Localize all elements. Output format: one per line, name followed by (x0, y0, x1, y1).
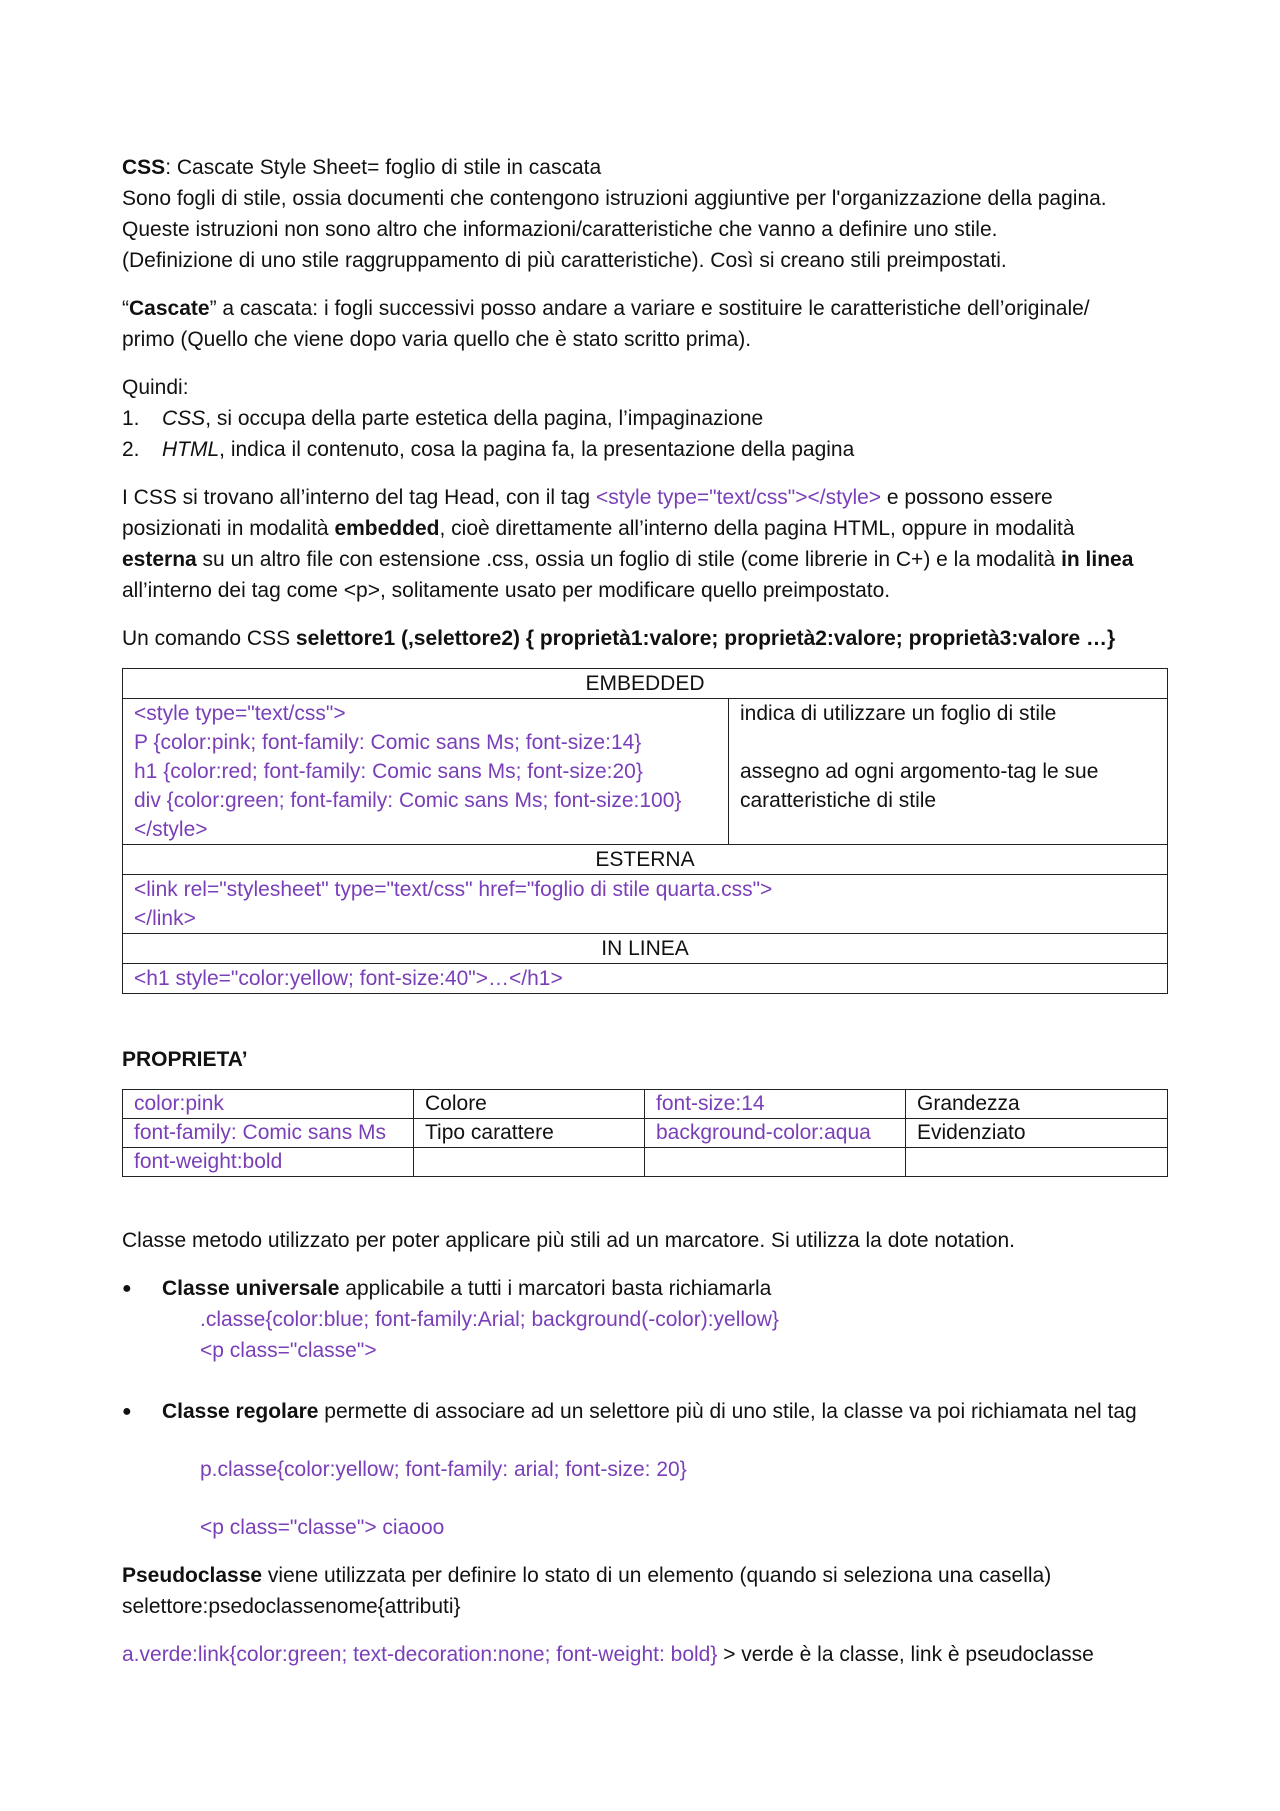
document-page (122, 152, 1168, 1670)
in-linea-code-cell: <h1 style="color:yellow; font-size:40">…</h1> (123, 964, 1168, 994)
code-line: h1 {color:red; font-family: Comic sans Ms; font-size:20} (134, 760, 643, 783)
list-item-text: , indica il contenuto, cosa la pagina fa, la presentazione della pagina (219, 438, 855, 461)
pseudo-note: > verde è la classe, link è pseudoclasse (717, 1643, 1094, 1666)
code-line: div {color:green; font-family: Comic sans Ms; font-size:100} (134, 789, 682, 812)
cascate-line-1 (122, 293, 1168, 324)
table-cell: Colore (414, 1090, 645, 1119)
list-item (122, 434, 1168, 465)
intro-line-2: Sono fogli di stile, ossia documenti che contengono istruzioni aggiuntive per l'organizzazione della pagina. (122, 187, 1107, 210)
bullet-regolare (122, 1396, 1168, 1543)
code-line: <link rel="stylesheet" type="text/css" href="foglio di stile quarta.css"> (134, 878, 773, 901)
table-row (123, 1090, 1168, 1119)
embedded-header: EMBEDDED (123, 669, 1168, 699)
intro-line-3: Queste istruzioni non sono altro che informazioni/caratteristiche che vanno a definire uno stile. (122, 218, 998, 241)
intro-line-1 (122, 152, 1168, 183)
in-linea-term: in linea (1061, 548, 1134, 571)
text: all’interno dei tag come <p>, solitamente usato per modificare quello preimpostato. (122, 579, 891, 602)
code-line: p.classe{color:yellow; font-family: arial; font-size: 20} (200, 1458, 687, 1481)
modes-table (122, 668, 1168, 994)
bullet-universale (122, 1273, 1168, 1366)
code-line: P {color:pink; font-family: Comic sans Ms; font-size:14} (134, 731, 642, 754)
proprieta-table (122, 1089, 1168, 1177)
classe-intro: Classe metodo utilizzato per poter applicare più stili ad un marcatore. Si utilizza la dote notation. (122, 1229, 1015, 1252)
regolare-term: Classe regolare (162, 1400, 319, 1423)
esterna-header: ESTERNA (123, 845, 1168, 875)
note-line: caratteristiche di stile (740, 789, 937, 812)
esterna-term: esterna (122, 548, 197, 571)
list-number: 1. (122, 407, 140, 430)
table-cell: Grandezza (906, 1090, 1168, 1119)
command-syntax: selettore1 (,selettore2) { proprietà1:valore; proprietà2:valore; proprietà3:valore …} (295, 627, 1116, 650)
code-line: </style> (134, 818, 208, 841)
text: I CSS si trovano all’interno del tag Head, con il tag (122, 486, 596, 509)
intro-line-4: (Definizione di uno stile raggruppamento di più caratteristiche). Così si creano stili preimpostati. (122, 249, 1007, 272)
command-line (122, 623, 1168, 654)
table-cell: font-size:14 (645, 1090, 906, 1119)
pseudo-example (122, 1639, 1168, 1670)
text: , cioè direttamente all’interno della pagina HTML, oppure in modalità (439, 517, 1075, 540)
open-quote: “ (122, 297, 129, 320)
code-line: <p class="classe"> (200, 1339, 377, 1362)
table-row (123, 1148, 1168, 1177)
list-item-text: , si occupa della parte estetica della pagina, l’impaginazione (205, 407, 764, 430)
note-line: indica di utilizzare un foglio di stile (740, 702, 1057, 725)
list-number: 2. (122, 438, 140, 461)
embedded-notes-cell (729, 699, 1168, 845)
code-line: <style type="text/css"> (134, 702, 346, 725)
bullet-icon: ● (122, 1280, 132, 1297)
list-item-term: CSS (162, 407, 206, 430)
proprieta-heading: PROPRIETA’ (122, 1048, 248, 1071)
text: viene utilizzata per definire lo stato di un elemento (quando si seleziona una casella) (262, 1564, 1052, 1587)
intro-definition: : Cascate Style Sheet= foglio di stile in cascata (165, 156, 602, 179)
code-line: .classe{color:blue; font-family:Arial; background(-color):yellow} (200, 1308, 779, 1331)
table-cell (645, 1148, 906, 1177)
css-term: CSS (122, 156, 166, 179)
bullet-icon: ● (122, 1403, 132, 1420)
table-cell (906, 1148, 1168, 1177)
esterna-code-cell (123, 875, 1168, 934)
proprieta-title (122, 1044, 1168, 1075)
pseudo-line-1 (122, 1560, 1168, 1591)
cascate-line-2: primo (Quello che viene dopo varia quello che è stato scritto prima). (122, 328, 752, 351)
cascate-term: Cascate (129, 297, 210, 320)
embedded-code-cell (123, 699, 729, 845)
pseudo-code: a.verde:link{color:green; text-decoration:none; font-weight: bold} (122, 1643, 718, 1666)
table-cell: color:pink (123, 1090, 414, 1119)
text: applicabile a tutti i marcatori basta richiamarla (339, 1277, 772, 1300)
cascate-text: ” a cascata: i fogli successivi posso andare a variare e sostituire le caratteristiche dell’originale/ (209, 297, 1090, 320)
table-cell: background-color:aqua (645, 1119, 906, 1148)
embedded-term: embedded (334, 517, 440, 540)
table-cell: Evidenziato (906, 1119, 1168, 1148)
table-cell (414, 1148, 645, 1177)
quindi-label: Quindi: (122, 376, 189, 399)
text: e possono essere (881, 486, 1053, 509)
list-item (122, 403, 1168, 434)
text: posizionati in modalità (122, 517, 335, 540)
code-line: <p class="classe"> ciaooo (200, 1516, 445, 1539)
in-linea-header: IN LINEA (123, 934, 1168, 964)
table-cell: Tipo carattere (414, 1119, 645, 1148)
list-item-term: HTML (162, 438, 220, 461)
code-line: </link> (134, 907, 196, 930)
pseudo-line-2: selettore:psedoclassenome{attributi} (122, 1595, 461, 1618)
pseudoclasse-term: Pseudoclasse (122, 1564, 263, 1587)
text: su un altro file con estensione .css, ossia un foglio di stile (come librerie in C+) e la modalità (196, 548, 1062, 571)
universale-term: Classe universale (162, 1277, 340, 1300)
table-cell: font-weight:bold (123, 1148, 414, 1177)
location-paragraph (122, 482, 1168, 606)
table-row (123, 1119, 1168, 1148)
text: Un comando CSS (122, 627, 296, 650)
note-line: assegno ad ogni argomento-tag le sue (740, 760, 1099, 783)
text: permette di associare ad un selettore più di uno stile, la classe va poi richiamata nel tag (318, 1400, 1137, 1423)
table-cell: font-family: Comic sans Ms (123, 1119, 414, 1148)
quindi-list (122, 403, 1168, 465)
style-tag-code: <style type="text/css"></style> (595, 486, 882, 509)
